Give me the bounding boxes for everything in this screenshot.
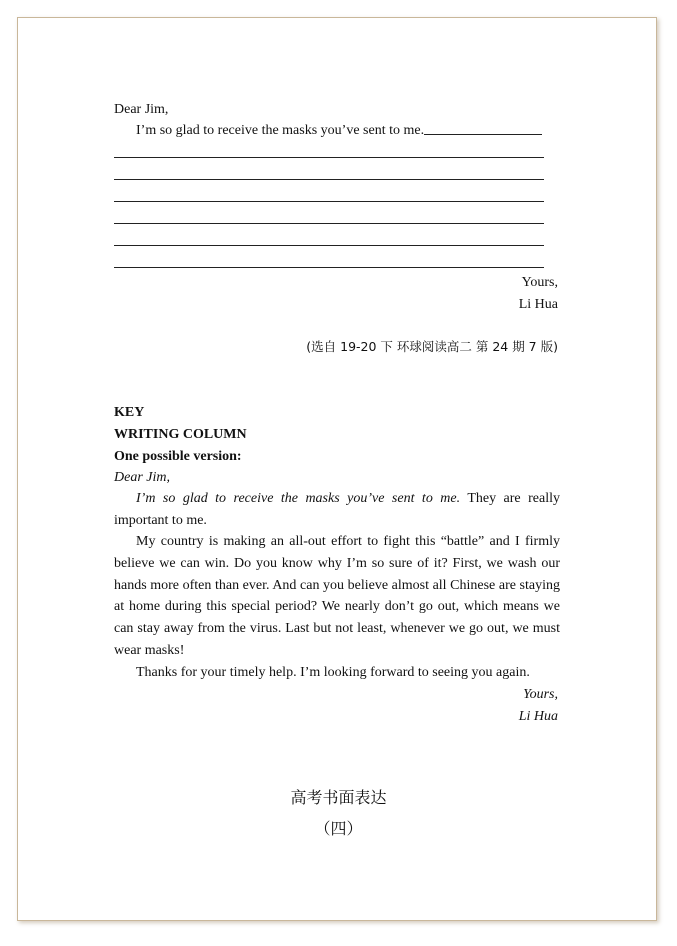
answer-line-first	[424, 134, 542, 135]
writing-column-heading: WRITING COLUMN	[114, 427, 247, 442]
key-signature: Li Hua	[518, 709, 558, 724]
key-paragraph-1-rest: They are really important to me.	[114, 491, 560, 528]
key-paragraph-3: Thanks for your timely help. I’m looking forward to seeing you again.	[136, 665, 530, 680]
key-heading: KEY	[114, 405, 145, 420]
prompt-closing: Yours,	[521, 275, 558, 290]
answer-line	[114, 179, 544, 180]
prompt-signature: Li Hua	[518, 297, 558, 312]
document-page	[17, 17, 657, 921]
key-paragraph-2	[114, 531, 560, 662]
section-number: （四）	[314, 819, 363, 838]
answer-line	[114, 201, 544, 202]
version-label: One possible version:	[114, 449, 242, 464]
key-paragraph-1	[114, 488, 560, 532]
answer-line	[114, 267, 544, 268]
section-title: 高考书面表达	[290, 788, 387, 807]
key-closing: Yours,	[523, 687, 558, 702]
prompt-salutation: Dear Jim,	[114, 102, 169, 117]
key-paragraph-2-text: My country is making an all-out effort to fight this “battle” and I firmly believe we can win. Do you know why I’m so sure of it? First, we wash our hands more often than ever. And can you believe almost all Chinese are staying at home during this special period? We nearly don’t go out, which means we can stay away from the virus. Last but not least, whenever we go out, we must wear masks!	[114, 534, 560, 658]
answer-line	[114, 223, 544, 224]
answer-line	[114, 245, 544, 246]
key-salutation: Dear Jim,	[114, 470, 170, 485]
source-citation: (选自 19-20 下 环球阅读高二 第 24 期 7 版)	[306, 339, 558, 354]
key-paragraph-1-italic: I’m so glad to receive the masks you’ve sent to me.	[136, 491, 461, 506]
answer-line	[114, 157, 544, 158]
prompt-opening-line: I’m so glad to receive the masks you’ve sent to me.	[136, 123, 425, 138]
